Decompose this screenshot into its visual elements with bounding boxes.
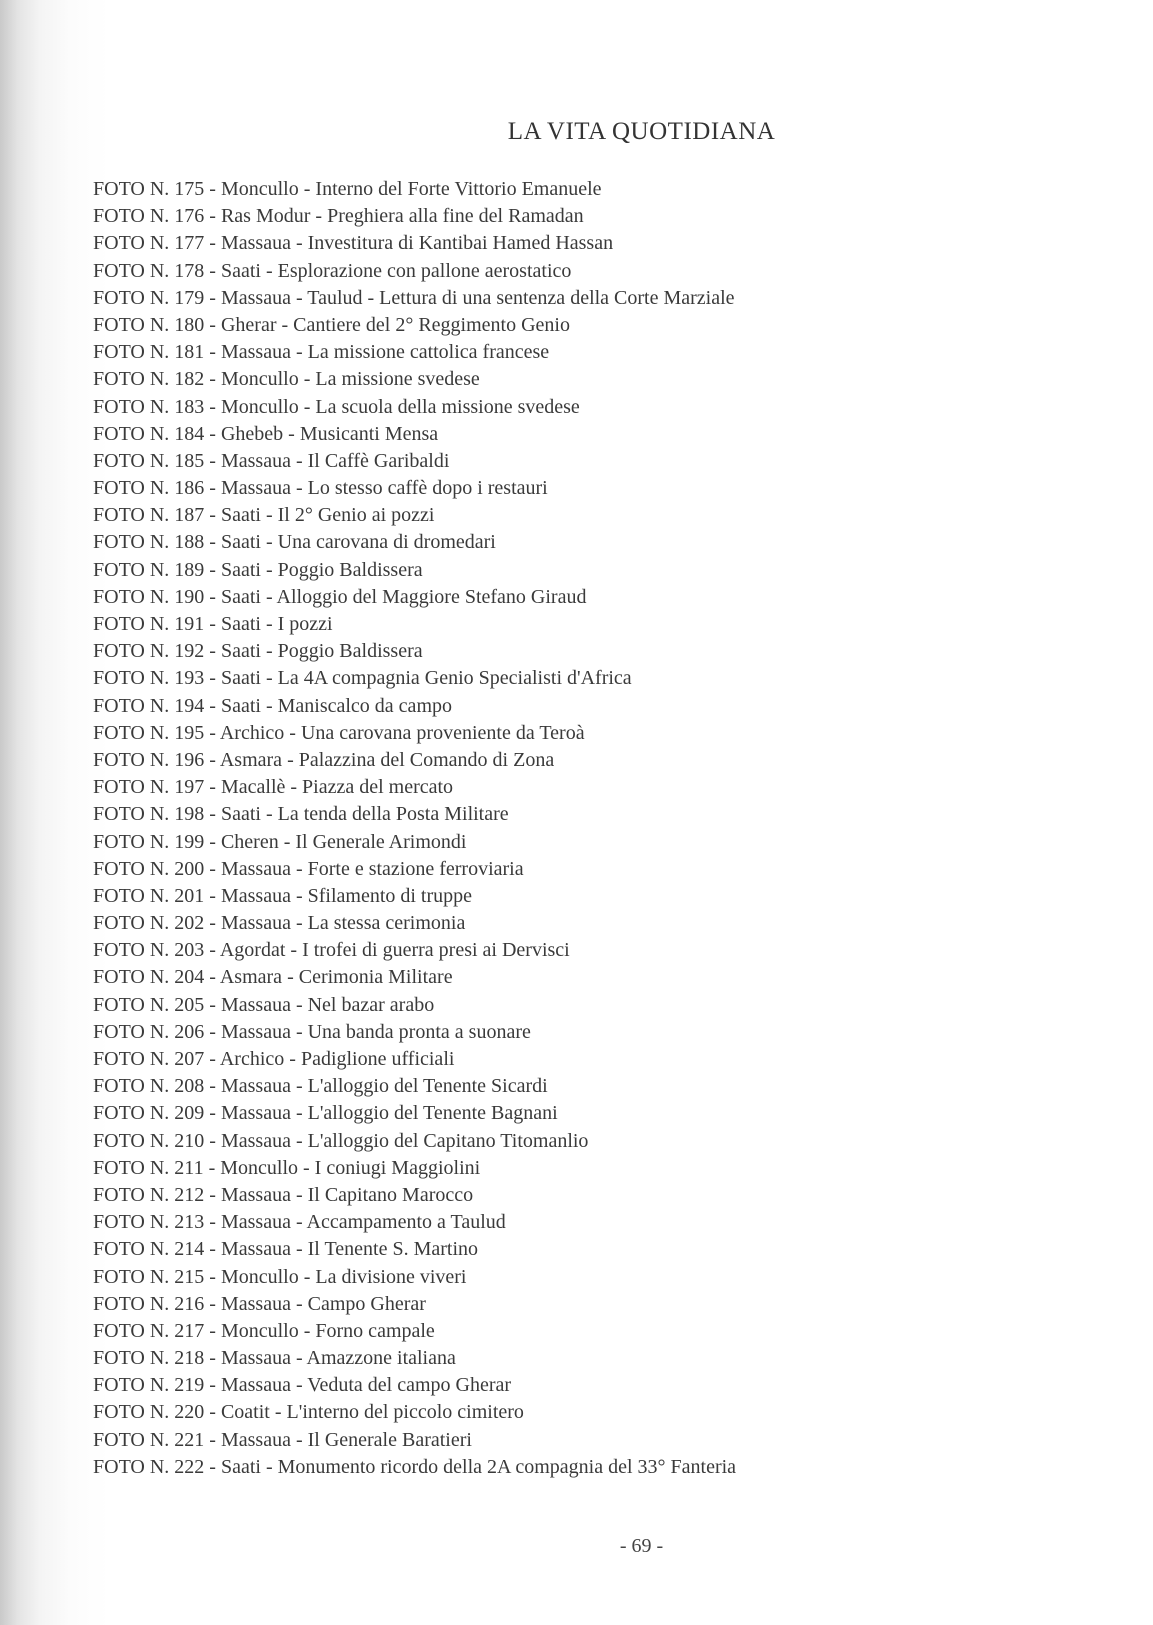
photo-caption-list <box>93 176 736 1481</box>
photo-caption-entry: FOTO N. 178 - Saati - Esplorazione con pallone aerostatico <box>93 259 572 282</box>
photo-caption-entry: FOTO N. 181 - Massaua - La missione cattolica francese <box>93 341 550 364</box>
photo-caption-entry: FOTO N. 201 - Massaua - Sfilamento di truppe <box>93 884 473 907</box>
photo-caption-entry: FOTO N. 210 - Massaua - L'alloggio del Capitano Titomanlio <box>93 1129 589 1152</box>
photo-caption-entry: FOTO N. 177 - Massaua - Investitura di Kantibai Hamed Hassan <box>93 232 614 255</box>
photo-caption-entry: FOTO N. 176 - Ras Modur - Preghiera alla fine del Ramadan <box>93 205 584 228</box>
photo-caption-entry: FOTO N. 217 - Moncullo - Forno campale <box>93 1319 435 1342</box>
photo-caption-entry: FOTO N. 188 - Saati - Una carovana di dromedari <box>93 531 496 554</box>
photo-caption-entry: FOTO N. 197 - Macallè - Piazza del mercato <box>93 776 454 799</box>
photo-caption-entry: FOTO N. 212 - Massaua - Il Capitano Marocco <box>93 1183 474 1206</box>
photo-caption-entry: FOTO N. 179 - Massaua - Taulud - Lettura di una sentenza della Corte Marziale <box>93 286 735 309</box>
photo-caption-entry: FOTO N. 213 - Massaua - Accampamento a Taulud <box>93 1211 506 1234</box>
photo-caption-entry: FOTO N. 196 - Asmara - Palazzina del Comando di Zona <box>93 748 555 771</box>
photo-caption-entry: FOTO N. 184 - Ghebeb - Musicanti Mensa <box>93 422 439 445</box>
photo-caption-entry: FOTO N. 199 - Cheren - Il Generale Arimondi <box>93 830 467 853</box>
photo-caption-entry: FOTO N. 222 - Saati - Monumento ricordo della 2A compagnia del 33° Fanteria <box>93 1455 737 1478</box>
photo-caption-entry: FOTO N. 214 - Massaua - Il Tenente S. Martino <box>93 1238 479 1261</box>
photo-caption-entry: FOTO N. 183 - Moncullo - La scuola della missione svedese <box>93 395 580 418</box>
photo-caption-entry: FOTO N. 191 - Saati - I pozzi <box>93 613 333 635</box>
photo-caption-entry: FOTO N. 211 - Moncullo - I coniugi Maggiolini <box>93 1156 481 1179</box>
photo-caption-entry: FOTO N. 198 - Saati - La tenda della Posta Militare <box>93 803 509 826</box>
page-number: - 69 - <box>619 1535 664 1557</box>
photo-caption-entry: FOTO N. 220 - Coatit - L'interno del piccolo cimitero <box>93 1401 524 1424</box>
photo-caption-entry: FOTO N. 205 - Massaua - Nel bazar arabo <box>93 993 435 1016</box>
photo-caption-entry: FOTO N. 193 - Saati - La 4A compagnia Genio Specialisti d'Africa <box>93 667 632 690</box>
photo-caption-entry: FOTO N. 203 - Agordat - I trofei di guerra presi ai Dervisci <box>93 939 570 962</box>
photo-caption-entry: FOTO N. 208 - Massaua - L'alloggio del Tenente Sicardi <box>93 1075 548 1098</box>
photo-caption-entry: FOTO N. 200 - Massaua - Forte e stazione ferroviaria <box>93 857 524 880</box>
photo-caption-entry: FOTO N. 215 - Moncullo - La divisione viveri <box>93 1265 467 1288</box>
photo-caption-entry: FOTO N. 189 - Saati - Poggio Baldissera <box>93 558 423 581</box>
photo-caption-entry: FOTO N. 194 - Saati - Maniscalco da campo <box>93 694 452 717</box>
photo-caption-entry: FOTO N. 206 - Massaua - Una banda pronta a suonare <box>93 1020 531 1043</box>
photo-caption-entry: FOTO N. 219 - Massaua - Veduta del campo Gherar <box>93 1374 512 1397</box>
photo-caption-entry: FOTO N. 187 - Saati - Il 2° Genio ai pozzi <box>93 504 435 527</box>
photo-caption-entry: FOTO N. 216 - Massaua - Campo Gherar <box>93 1292 426 1315</box>
photo-caption-entry: FOTO N. 186 - Massaua - Lo stesso caffè dopo i restauri <box>93 477 548 500</box>
photo-caption-entry: FOTO N. 185 - Massaua - Il Caffè Garibaldi <box>93 449 450 472</box>
photo-caption-entry: FOTO N. 192 - Saati - Poggio Baldissera <box>93 640 423 663</box>
photo-caption-entry: FOTO N. 190 - Saati - Alloggio del Maggiore Stefano Giraud <box>93 585 587 608</box>
page-title: LA VITA QUOTIDIANA <box>507 118 776 145</box>
photo-caption-entry: FOTO N. 202 - Massaua - La stessa cerimonia <box>93 912 466 935</box>
photo-caption-entry: FOTO N. 195 - Archico - Una carovana proveniente da Teroà <box>93 721 585 744</box>
photo-caption-entry: FOTO N. 180 - Gherar - Cantiere del 2° Reggimento Genio <box>93 313 570 336</box>
photo-caption-entry: FOTO N. 209 - Massaua - L'alloggio del Tenente Bagnani <box>93 1102 558 1125</box>
photo-caption-entry: FOTO N. 221 - Massaua - Il Generale Baratieri <box>93 1428 472 1451</box>
photo-caption-entry: FOTO N. 218 - Massaua - Amazzone italiana <box>93 1347 456 1370</box>
photo-caption-entry: FOTO N. 207 - Archico - Padiglione ufficiali <box>93 1048 455 1070</box>
photo-caption-entry: FOTO N. 204 - Asmara - Cerimonia Militare <box>93 966 453 989</box>
photo-caption-entry: FOTO N. 175 - Moncullo - Interno del Forte Vittorio Emanuele <box>93 178 602 200</box>
photo-caption-entry: FOTO N. 182 - Moncullo - La missione svedese <box>93 368 480 391</box>
